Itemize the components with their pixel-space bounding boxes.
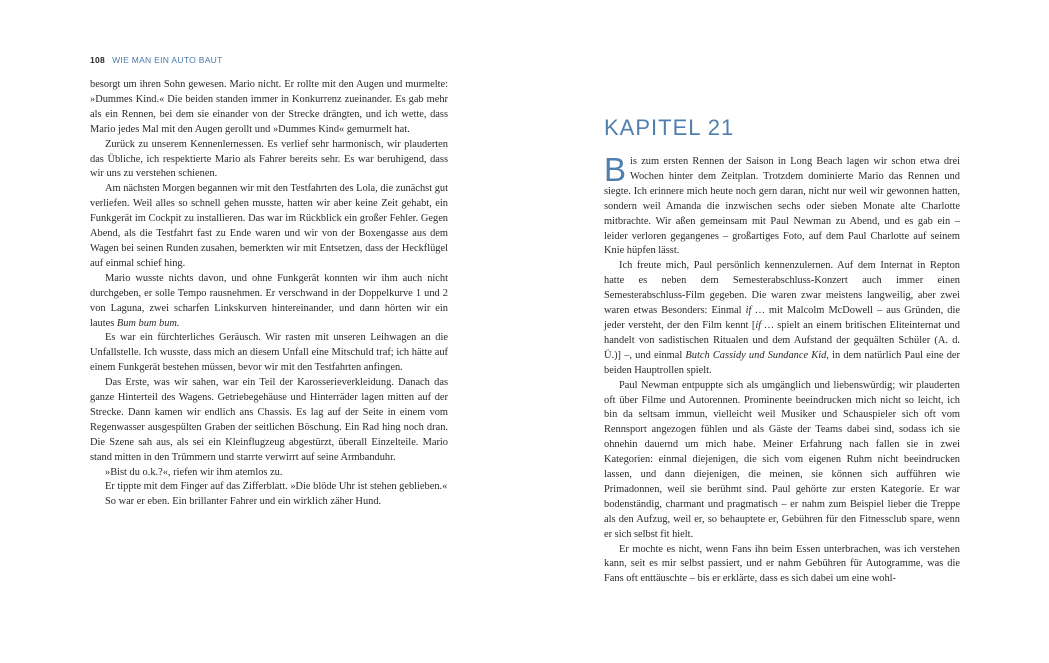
- film-title-if: if …: [755, 319, 774, 331]
- drop-cap: B: [604, 151, 627, 188]
- paragraph: [90, 272, 448, 332]
- paragraph: Zurück zu unserem Kennenlernessen. Es verlief sehr harmonisch, wir plauderten das Übliche, ich respektierte Mario als Fahrer bereits sehr. Es war beruhigend, dass wir uns zu verstehen schienen.: [90, 138, 448, 180]
- paragraph: Das Erste, was wir sahen, war ein Teil der Karosserieverkleidung. Danach das ganze Hinterteil des Wagens. Getriebegehäuse und Hinterräder lagen mitten auf der Strecke. Dann kamen wir endlich ans Chassis. Es lag auf der Seite in einem vom Regenwasser ausgespülten Graben der seitlichen Böschung. Ein Rad hing noch dran. Die Szene sah aus, als sei ein Kleinflugzeug abgestürzt, überall Einzelteile. Mario stand mitten in den Trümmern und starrte verwirrt auf seine Armbanduhr.: [90, 377, 448, 463]
- film-title-if: if …: [745, 305, 765, 317]
- paragraph: [604, 259, 960, 378]
- paragraph: besorgt um ihren Sohn gewesen. Mario nicht. Er rollte mit den Augen und murmelte: »Dummes Kind.« Die beiden standen immer in Konkurrenz zueinander. Es gab mehr als ein Rennen, bei dem sie einander von der Strecke drängten, und ich wette, dass Mario jedes Mal mit den Augen gerollt und »Dummes Kind« gemurmelt hat.: [90, 79, 448, 135]
- paragraph-text: Ich freute mich, Paul persönlich kennenzulernen. Auf dem Internat in Repton hatte es neben dem Semesterabschluss-Konzert auch immer einen Semesterabschluss-Film gegeben. Die waren zwar meistens langweilig, aber zwei waren etwas Besonders: Einmal: [604, 260, 960, 317]
- running-header: [90, 55, 223, 65]
- paragraph-text: Mario wusste nichts davon, und ohne Funkgerät konnten wir ihm auch nicht durchgeben, er solle Tempo rausnehmen. Er verschwand in der Doppelkurve 1 und 2 von Laguna, zwei scharfen Linkskurven hintereinander, und dann hörten wir ein lautes: [90, 272, 448, 329]
- paragraph: Am nächsten Morgen begannen wir mit den Testfahrten des Lola, die zunächst gut verliefen. Weil alles so schnell gehen musste, hatten wir aber keine Zeit gehabt, ein Funkgerät im Cockpit zu installieren. Das war im Rückblick ein großer Fehler. Gegen Abend, als die Testfahrt fast zu Ende waren und wir von der Boxengasse aus dem Wagen bei seinen Runden zusahen, bemerkten wir mit Entsetzen, dass der Heckflügel auf einmal schief hing.: [90, 183, 448, 269]
- book-title: WIE MAN EIN AUTO BAUT: [112, 55, 223, 65]
- paragraph: Paul Newman entpuppte sich als umgänglich und liebenswürdig; wir plauderten oft über Filme und Autorennen. Prominente beeindrucken mich nicht so leicht, ich bin da seltsam immun, vielleicht weil Musiker und Schauspieler sich oft vom Rennsport angezogen fühlen und als Gäste der Teams dabei sind, sodass ich sie ohnehin dauernd um mich habe. Meiner Erfahrung nach fallen sie in zwei Kategorien: einmal diejenigen, die sich vom eigenen Ruhm nicht beeindrucken lassen, und dann diejenigen, die meinen, sie können sich aufführen wie Primadonnen, weil sie berühmt sind. Paul gehörte zur ersten Kategorie. Er war bodenständig, charmant und pragmatisch – er nahm zum Beispiel lieber die Treppe als den Aufzug, weil er, so behauptete er, Gebühren für den Fitnessclub spare, wenn er sich selbst fit hielt.: [604, 379, 960, 540]
- page-number: 108: [90, 55, 106, 65]
- film-title-butch: Butch Cassidy und Sundance Kid,: [685, 349, 829, 361]
- left-page: [90, 78, 448, 510]
- paragraph-text: in dem natürlich Paul eine der beiden Hauptrollen spielt.: [604, 349, 960, 376]
- chapter-title: KAPITEL 21: [604, 114, 735, 140]
- paragraph: »Bist du o.k.?«, riefen wir ihm atemlos zu.: [105, 466, 283, 478]
- paragraph-text: mit Malcolm McDowell – aus Gründen, die jeder versteht, der den Film kennt [: [604, 305, 960, 331]
- paragraph: Es war ein fürchterliches Geräusch. Wir rasten mit unseren Leihwagen an die Unfallstelle. Ich wusste, dass mich an diesem Unfall eine Mitschuld traf; ich hätte auf einem Funkgerät bestehen müssen, bevor wir mit den Testfahrten anfingen.: [90, 332, 448, 374]
- paragraph: Er tippte mit dem Finger auf das Zifferblatt. »Die blöde Uhr ist stehen geblieben.«: [105, 481, 448, 493]
- paragraph-text: is zum ersten Rennen der Saison in Long Beach lagen wir schon etwa drei Wochen hinter dem Zeitplan. Trotzdem dominierte Mario das Rennen und siegte. Ich erinnere mich heute noch gern daran, nicht nur weil wir gewonnen hatten, sondern weil Amanda die inzwischen sechs oder sieben Monate alte Charlotte mitbrachte. Wir aßen gemeinsam mit Paul Newman zu Abend, und es gab ein – leider verloren gegangenes – großartiges Foto, auf dem Paul Charlotte auf seinem Knie hüpfen lässt.: [604, 156, 960, 257]
- crash-sound: Bum bum bum.: [116, 317, 180, 329]
- paragraph: Er mochte es nicht, wenn Fans ihn beim Essen unterbrachen, was ich verstehen kann, seit es mir selbst passiert, und er nahm Gebühren für Autogramme, was die Fans oft enttäuschte – bis er erklärte, dass es sich dabei um eine wohl-: [604, 543, 960, 585]
- right-page: [604, 151, 960, 587]
- paragraph: [604, 151, 960, 259]
- paragraph-text: spielt an einem britischen Eliteinternat und handelt von sadistischen Ritualen und dem Aufstand der gequälten Schüler (A. d. Ü.)] –, und einmal: [604, 319, 960, 361]
- paragraph: So war er eben. Ein brillanter Fahrer und ein wirklich zäher Hund.: [105, 496, 382, 508]
